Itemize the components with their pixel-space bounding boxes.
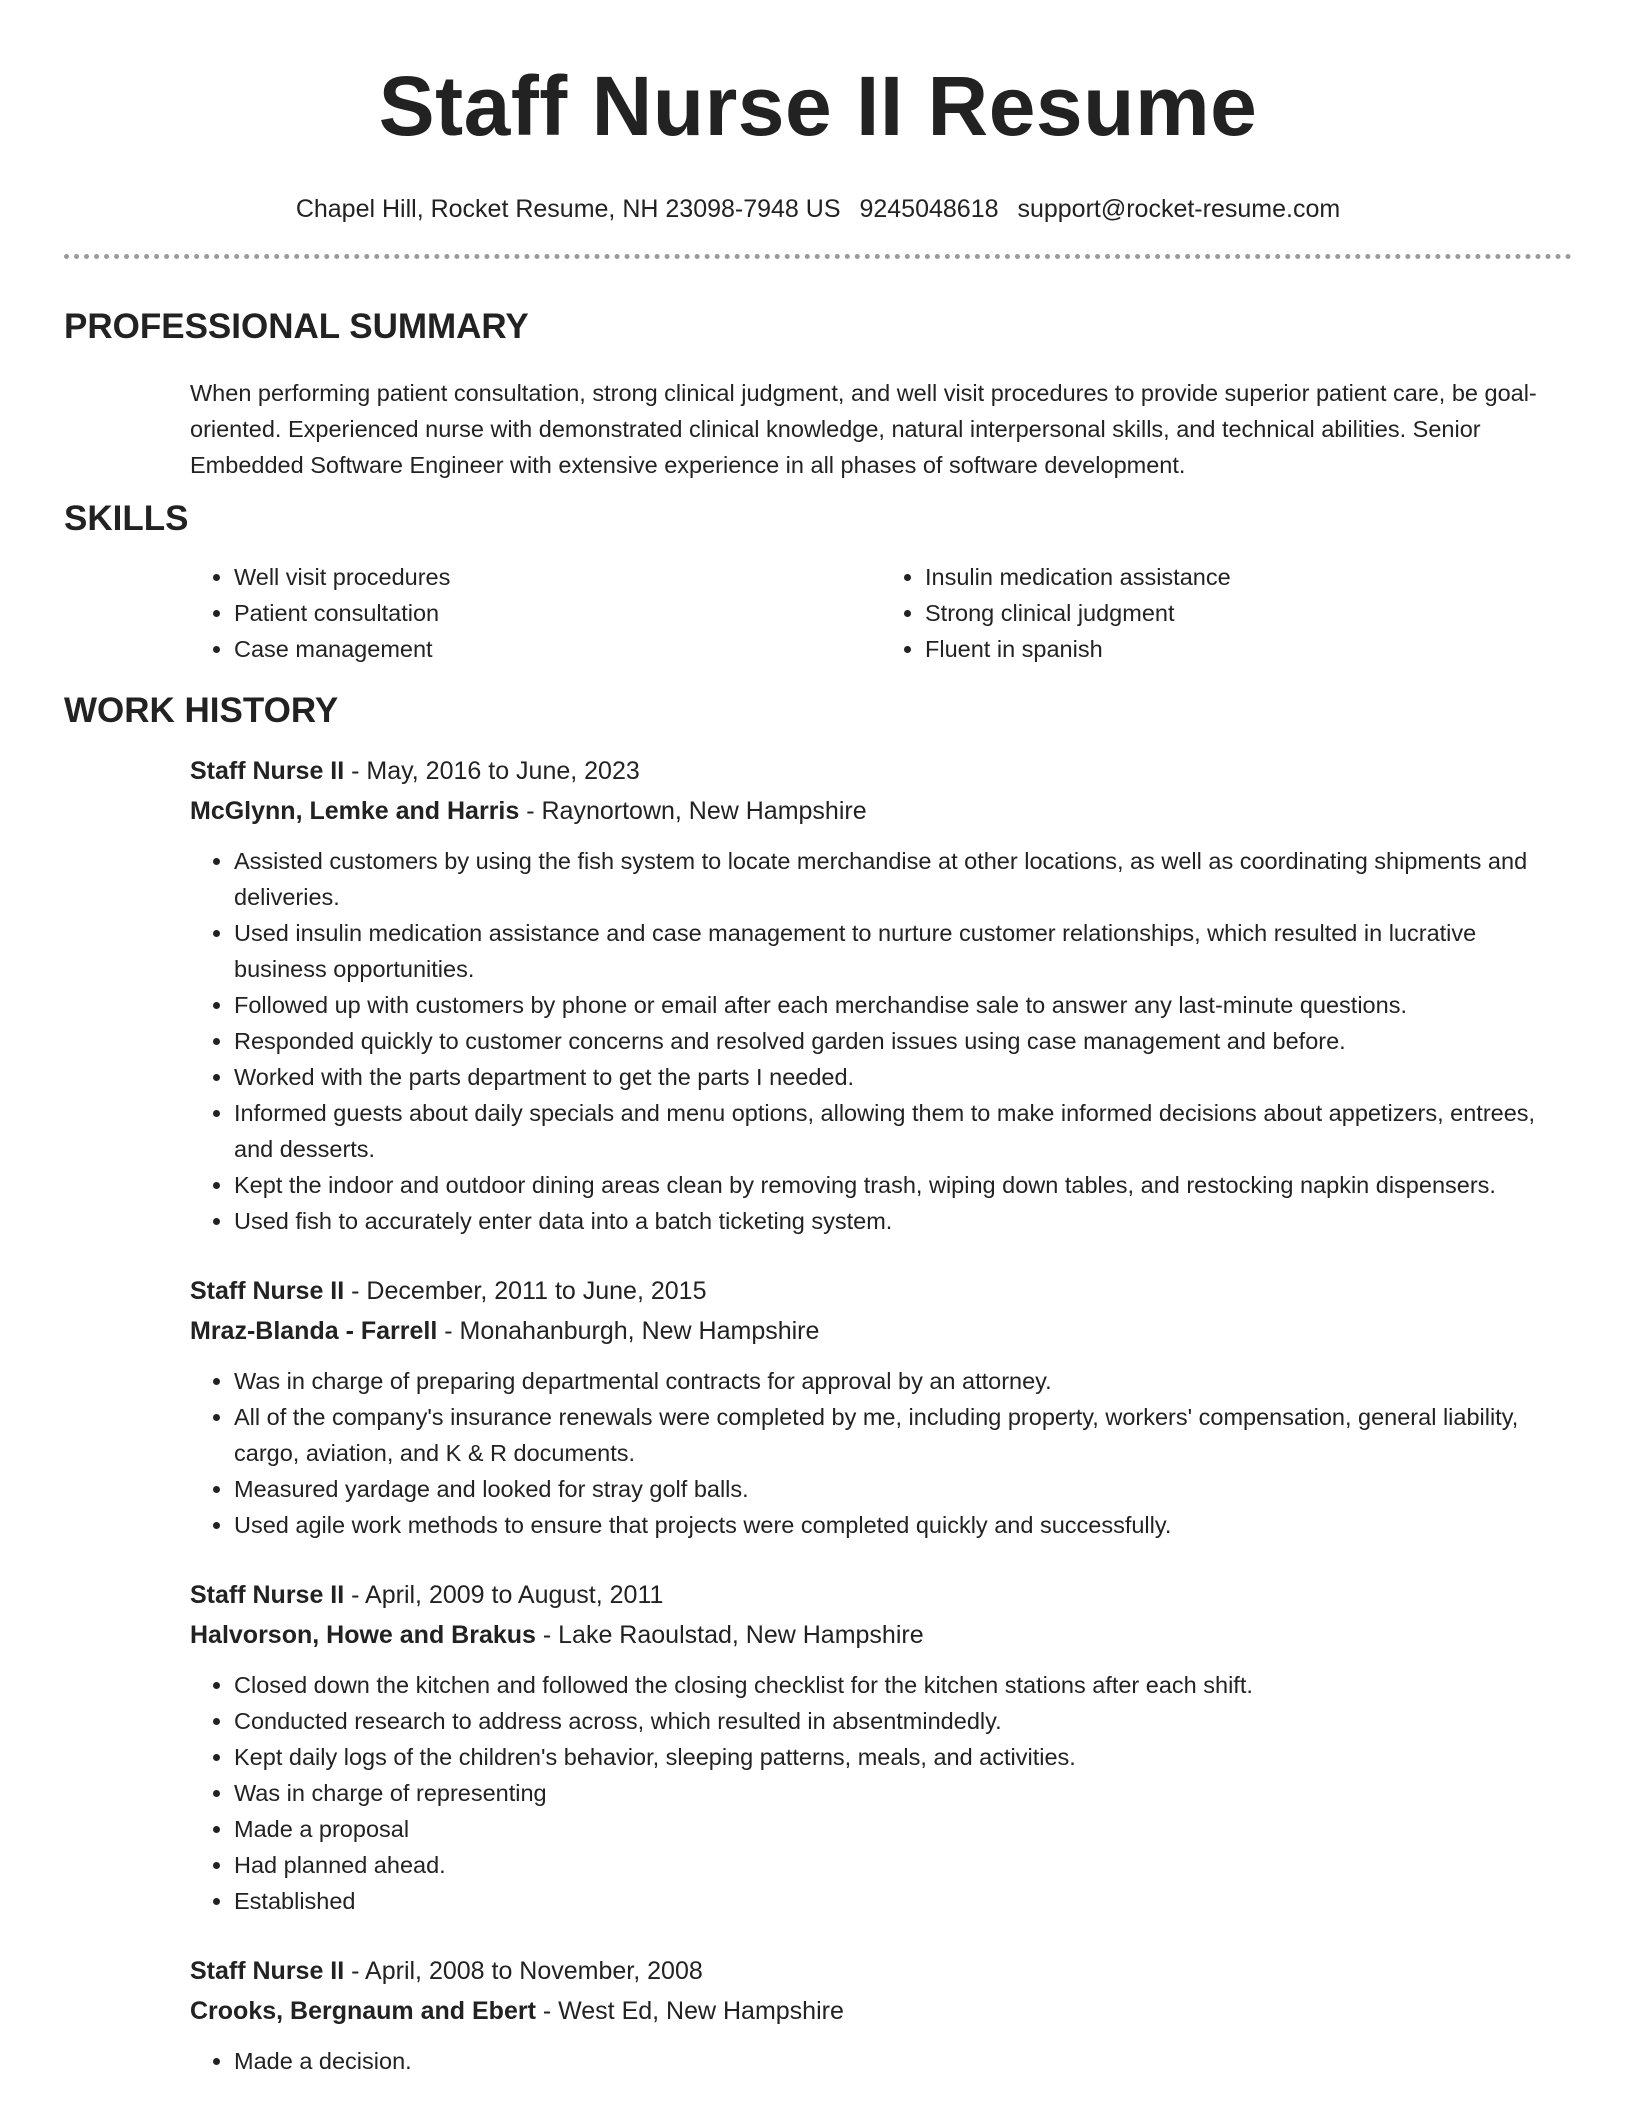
job-duty: • Informed guests about daily specials and menu options, allowing them to make informed decisions about appetizers, entrees, and desserts. bbox=[234, 1095, 1572, 1167]
job-location: - Raynortown, New Hampshire bbox=[519, 797, 867, 825]
header-divider bbox=[64, 254, 1572, 259]
job-duty: • Worked with the parts department to get the parts I needed. bbox=[234, 1059, 1572, 1095]
job-role: Staff Nurse II bbox=[190, 757, 345, 785]
summary-text: When performing patient consultation, strong clinical judgment, and well visit procedures to provide superior patient care, be goal-oriented. Experienced nurse with demonstrated clinical knowledge, natural interpersonal skills, and technical abilities. Senior Embedded Software Engineer with extensive experience in all phases of software development. bbox=[190, 380, 1537, 478]
job-duty: • Made a decision. bbox=[234, 2043, 1572, 2079]
skill-item: • Patient consultation bbox=[234, 595, 881, 631]
job-location: - West Ed, New Hampshire bbox=[535, 1997, 844, 2025]
job-duty: • Closed down the kitchen and followed the closing checklist for the kitchen stations after each shift. bbox=[234, 1667, 1572, 1703]
job-company-line bbox=[190, 791, 1572, 831]
job-duties bbox=[190, 2043, 1572, 2079]
skills-column-left bbox=[190, 559, 881, 667]
skill-item: • Case management bbox=[234, 631, 881, 667]
job-duty: • Kept daily logs of the children's behavior, sleeping patterns, meals, and activities. bbox=[234, 1739, 1572, 1775]
summary-heading: PROFESSIONAL SUMMARY bbox=[64, 307, 529, 346]
job-duty: • Used agile work methods to ensure that projects were completed quickly and successfully. bbox=[234, 1507, 1572, 1543]
job-company-line bbox=[190, 1311, 1572, 1351]
job-entry bbox=[190, 1575, 1572, 1919]
job-duty: • Established bbox=[234, 1883, 1572, 1919]
work-history-heading: WORK HISTORY bbox=[64, 691, 339, 730]
contact-address: Chapel Hill, Rocket Resume, NH 23098-7948 US bbox=[295, 195, 841, 223]
job-entry bbox=[190, 1271, 1572, 1543]
job-entry bbox=[190, 751, 1572, 1239]
skills-heading: SKILLS bbox=[64, 499, 189, 538]
job-duty: • Responded quickly to customer concerns and resolved garden issues using case management and before. bbox=[234, 1023, 1572, 1059]
job-duty: • Used insulin medication assistance and case management to nurture customer relationships, which resulted in lucrative business opportunities. bbox=[234, 915, 1572, 987]
job-title-line bbox=[190, 1271, 1572, 1311]
job-duty: • Had planned ahead. bbox=[234, 1847, 1572, 1883]
resume-title: Staff Nurse II Resume bbox=[378, 59, 1258, 153]
job-location: - Monahanburgh, New Hampshire bbox=[437, 1317, 820, 1345]
job-company-line bbox=[190, 1615, 1572, 1655]
job-company-line bbox=[190, 1991, 1572, 2031]
job-title-line bbox=[190, 1951, 1572, 1991]
job-duties bbox=[190, 1363, 1572, 1543]
job-duty: • All of the company's insurance renewals were completed by me, including property, workers' compensation, general liability, cargo, aviation, and K & R documents. bbox=[234, 1399, 1572, 1471]
job-duty: • Was in charge of preparing departmental contracts for approval by an attorney. bbox=[234, 1363, 1572, 1399]
contact-email: support@rocket-resume.com bbox=[1017, 195, 1341, 223]
skills-column-right bbox=[881, 559, 1572, 667]
job-duty: • Kept the indoor and outdoor dining areas clean by removing trash, wiping down tables, and restocking napkin dispensers. bbox=[234, 1167, 1572, 1203]
job-entry bbox=[190, 1951, 1572, 2079]
skill-item: • Fluent in spanish bbox=[925, 631, 1572, 667]
job-duty: • Made a proposal bbox=[234, 1811, 1572, 1847]
job-dates: - May, 2016 to June, 2023 bbox=[344, 757, 640, 785]
job-company: Halvorson, Howe and Brakus bbox=[190, 1621, 536, 1649]
job-role: Staff Nurse II bbox=[190, 1277, 345, 1305]
job-duty: • Used fish to accurately enter data into a batch ticketing system. bbox=[234, 1203, 1572, 1239]
job-duty: • Was in charge of representing bbox=[234, 1775, 1572, 1811]
job-dates: - December, 2011 to June, 2015 bbox=[344, 1277, 707, 1305]
job-duty: • Measured yardage and looked for stray golf balls. bbox=[234, 1471, 1572, 1507]
job-dates: - April, 2009 to August, 2011 bbox=[344, 1581, 664, 1609]
job-duty: • Conducted research to address across, which resulted in absentmindedly. bbox=[234, 1703, 1572, 1739]
job-duties bbox=[190, 843, 1572, 1239]
contact-line bbox=[64, 192, 1572, 226]
job-role: Staff Nurse II bbox=[190, 1957, 345, 1985]
skill-item: • Well visit procedures bbox=[234, 559, 881, 595]
contact-phone: 9245048618 bbox=[859, 195, 999, 223]
job-title-line bbox=[190, 1575, 1572, 1615]
job-duties bbox=[190, 1667, 1572, 1919]
skill-item: • Strong clinical judgment bbox=[925, 595, 1572, 631]
resume-page bbox=[64, 0, 1572, 2079]
job-company: McGlynn, Lemke and Harris bbox=[190, 797, 520, 825]
job-title-line bbox=[190, 751, 1572, 791]
job-company: Crooks, Bergnaum and Ebert bbox=[190, 1997, 536, 2025]
skills-list bbox=[190, 559, 1572, 667]
job-role: Staff Nurse II bbox=[190, 1581, 345, 1609]
job-dates: - April, 2008 to November, 2008 bbox=[344, 1957, 703, 1985]
job-location: - Lake Raoulstad, New Hampshire bbox=[535, 1621, 924, 1649]
skill-item: • Insulin medication assistance bbox=[925, 559, 1572, 595]
job-duty: • Followed up with customers by phone or email after each merchandise sale to answer any last-minute questions. bbox=[234, 987, 1572, 1023]
job-duty: • Assisted customers by using the fish system to locate merchandise at other locations, as well as coordinating shipments and deliveries. bbox=[234, 843, 1572, 915]
job-company: Mraz-Blanda - Farrell bbox=[190, 1317, 438, 1345]
